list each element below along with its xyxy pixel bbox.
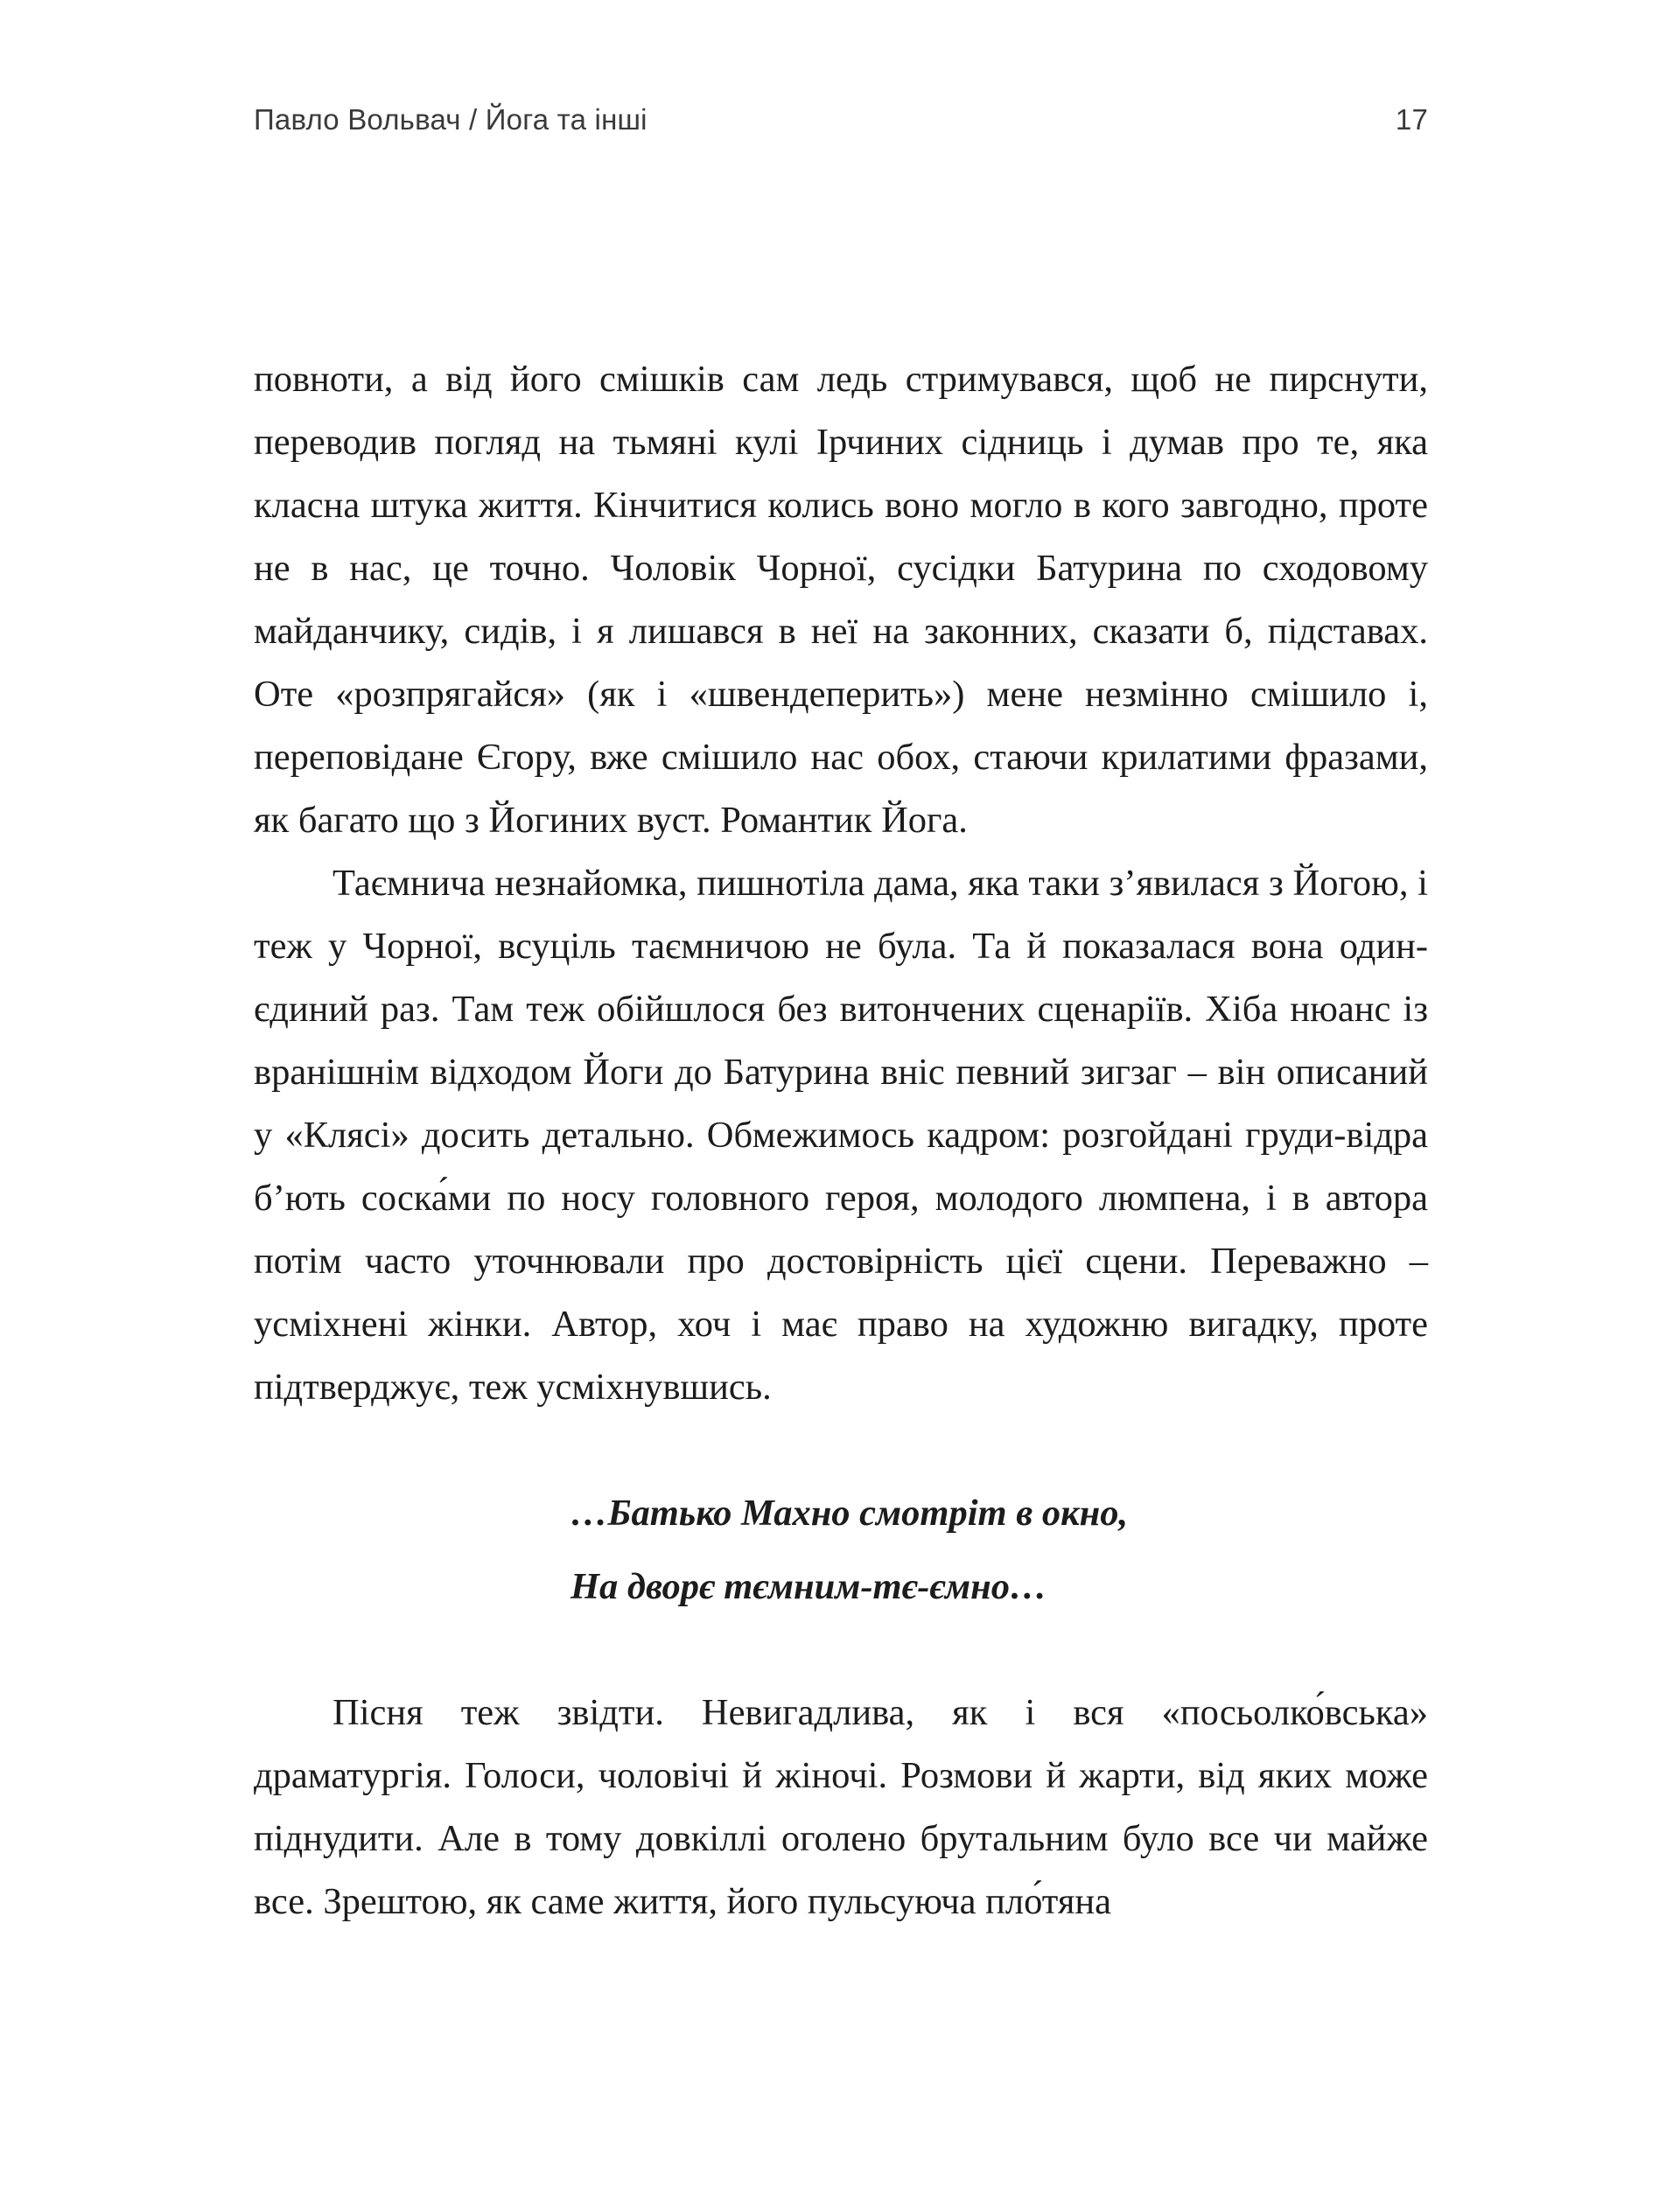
running-header (254, 103, 1428, 136)
running-header-title: Павло Вольвач / Йога та інші (254, 103, 648, 136)
paragraph: Таємнича незнайомка, пишнотіла дама, яка таки з’явилася з Йогою, і теж у Чорної, всуціль таємничою не була. Та й показалася вона один-єдиний раз. Там теж обійшлося без витончених сценаріїв. Хіба нюанс із вранішнім відходом Йоги до Батурина вніс певний зигзаг – він описаний у «Клясі» досить детально. Обмежимось кадром: розгойдані груди-відра б’ють соска́ми по носу головного героя, молодого люмпена, і в автора потім часто уточнювали про достовірність цієї сцени. Переважно – усміхнені жінки. Автор, хоч і має право на художню вигадку, проте підтверджує, теж усміхнувшись. (254, 863, 1428, 1408)
page-number: 17 (1395, 103, 1428, 136)
paragraph: Пісня теж звідти. Невигадлива, як і вся «посьолко́вська» драматургія. Голоси, чоловічі й жіночі. Розмови й жарти, від яких може піднудити. Але в тому довкіллі оголено брутальним було все чи майже все. Зрештою, як саме життя, його пульсуюча пло́тяна (254, 1692, 1428, 1922)
paragraph-continuation: повноти, а від його смішків сам ледь стримувався, щоб не пирснути, переводив погляд на тьмяні кулі Ірчиних сідниць і думав про те, яка класна штука життя. Кінчитися колись воно могло в кого завгодно, проте не в нас, це точно. Чоловік Чорної, сусідки Батурина по сходовому майданчику, сидів, і я лишався в неї на законних, сказати б, підставах. Оте «розпрягайся» (як і «швендеперить») мене незмінно смішило і, переповідане Єгору, вже смішило нас обох, стаючи крилатими фразами, як багато що з Йогиних вуст. Романтик Йога. (254, 359, 1428, 841)
verse-line: …Батько Махно смотріт в окно, (570, 1493, 1129, 1534)
verse-quote (254, 1477, 1428, 1624)
page-text-block (254, 348, 1428, 1934)
verse-line: На дворє тємним-тє-ємно… (570, 1566, 1047, 1607)
